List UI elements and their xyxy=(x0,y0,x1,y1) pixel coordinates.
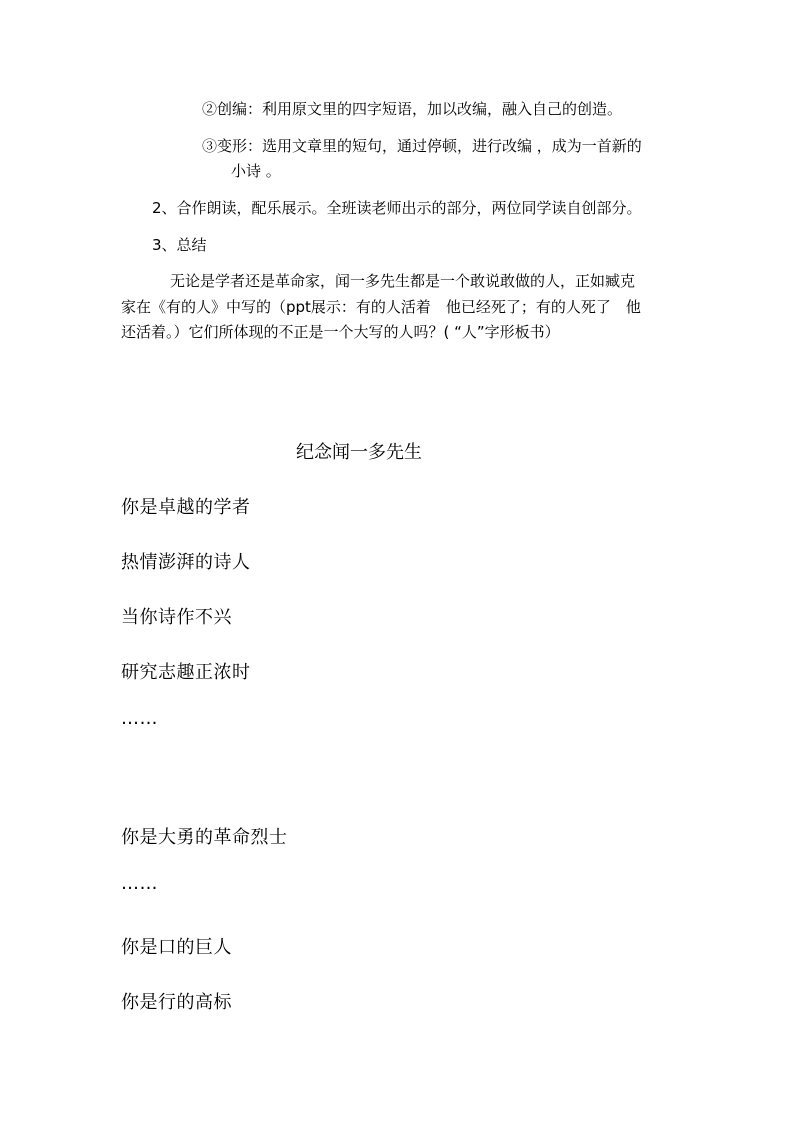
summary-line-3: 还活着。）它们所体现的不正是一个大写的人吗？( “人”字形板书） xyxy=(121,323,560,341)
poem-ellipsis: …… xyxy=(121,708,158,729)
poem-ellipsis: …… xyxy=(121,873,158,894)
poem-line: 你是口的巨人 xyxy=(121,937,232,958)
poem-line: 热情澎湃的诗人 xyxy=(121,552,251,573)
poem-line: 你是卓越的学者 xyxy=(121,497,251,518)
summary-line-2: 家在《有的人》中写的（ppt展示：有的人活着 他已经死了；有的人死了 他 xyxy=(121,298,641,316)
poem-title: 纪念闻一多先生 xyxy=(296,442,422,463)
step-2: 2、合作朗读，配乐展示。全班读老师出示的部分，两位同学读自创部分。 xyxy=(152,199,642,217)
method-item-3-line-2: 小诗 。 xyxy=(231,162,281,180)
method-item-2: ②创编：利用原文里的四字短语，加以改编，融入自己的创造。 xyxy=(202,100,623,118)
poem-line: 你是大勇的革命烈士 xyxy=(121,827,288,848)
poem-line: 研究志趣正浓时 xyxy=(121,662,251,683)
step-3-heading: 3、总结 xyxy=(152,236,207,254)
summary-line-1: 无论是学者还是革命家，闻一多先生都是一个敢说敢做的人，正如臧克 xyxy=(170,272,636,290)
poem-line: 当你诗作不兴 xyxy=(121,607,232,628)
method-item-3-line-1: ③变形：选用文章里的短句，通过停顿，进行改编 ，成为一首新的 xyxy=(202,137,642,155)
poem-line: 你是行的高标 xyxy=(121,992,232,1013)
